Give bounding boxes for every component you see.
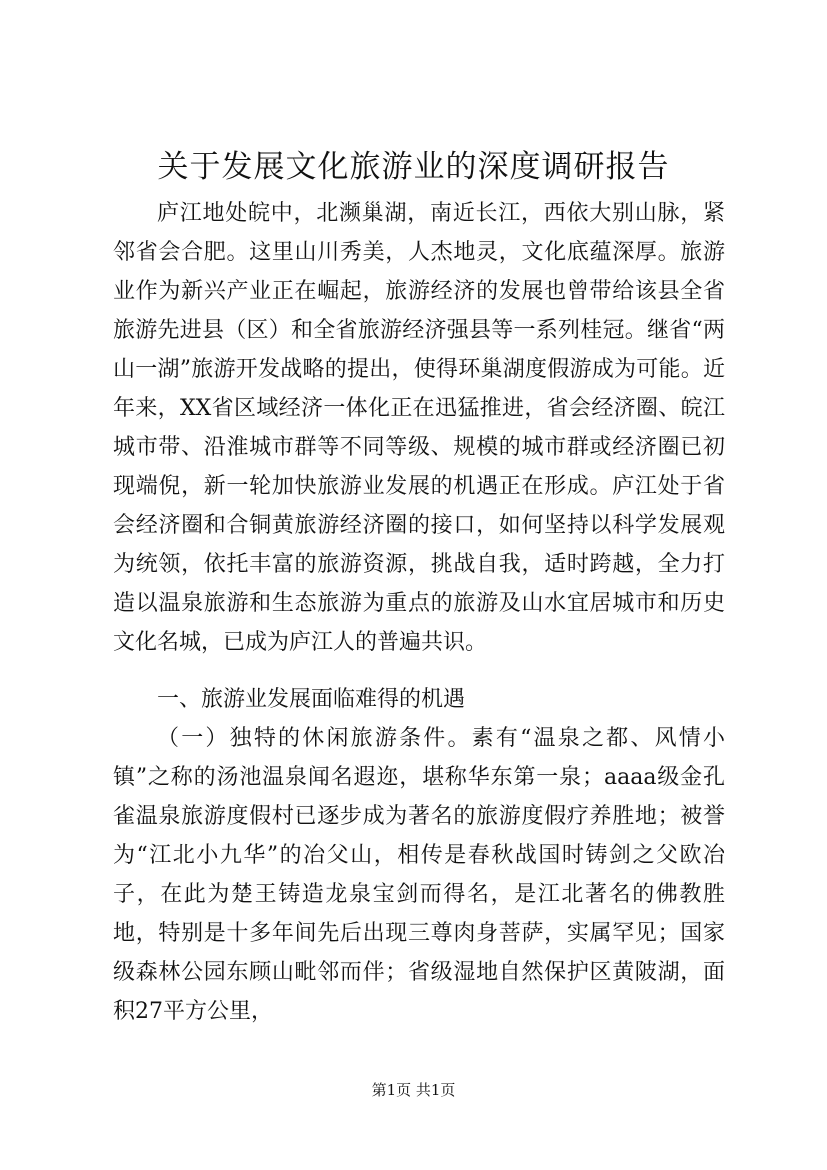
page-footer: 第1页 共1页 [371,1081,456,1099]
document-body [113,194,725,1031]
section-heading: 一、旅游业发展面临难得的机遇 [157,687,466,712]
intro-paragraph: 庐江地处皖中，北濒巢湖，南近长江，西依大别山脉，紧邻省会合肥。这里山川秀美，人杰地灵，文化底蕴深厚。旅游业作为新兴产业正在崛起，旅游经济的发展也曾带给该县全省旅游先进县（区）和全省旅游经济强县等一系列桂冠。继省“两山一湖”旅游开发战略的提出，使得环巢湖度假游成为可能。近年来，XX省区域经济一体化正在迅猛推进，省会经济圈、皖江城市带、沿淮城市群等不同等级、规模的城市群或经济圈已初现端倪，新一轮加快旅游业发展的机遇正在形成。庐江处于省会经济圈和合铜黄旅游经济圈的接口，如何坚持以科学发展观为统领，依托丰富的旅游资源，挑战自我，适时跨越，全力打造以温泉旅游和生态旅游为重点的旅游及山水宜居城市和历史文化名城，已成为庐江人的普遍共识。 [113,201,725,655]
document-title: 关于发展文化旅游业的深度调研报告 [157,149,670,185]
section-1-paragraph: （一）独特的休闲旅游条件。素有“温泉之都、风情小镇”之称的汤池温泉闻名遐迩，堪称华东第一泉；aaaa级金孔雀温泉旅游度假村已逐步成为著名的旅游度假疗养胜地；被誉为“江北小九华”的冶父山，相传是春秋战国时铸剑之父欧冶子，在此为楚王铸造龙泉宝剑而得名，是江北著名的佛教胜地，特别是十多年间先后出现三尊肉身菩萨，实属罕见；国家级森林公园东顾山毗邻而伴；省级湿地自然保护区黄陂湖，面积27平方公里， [113,726,725,1024]
